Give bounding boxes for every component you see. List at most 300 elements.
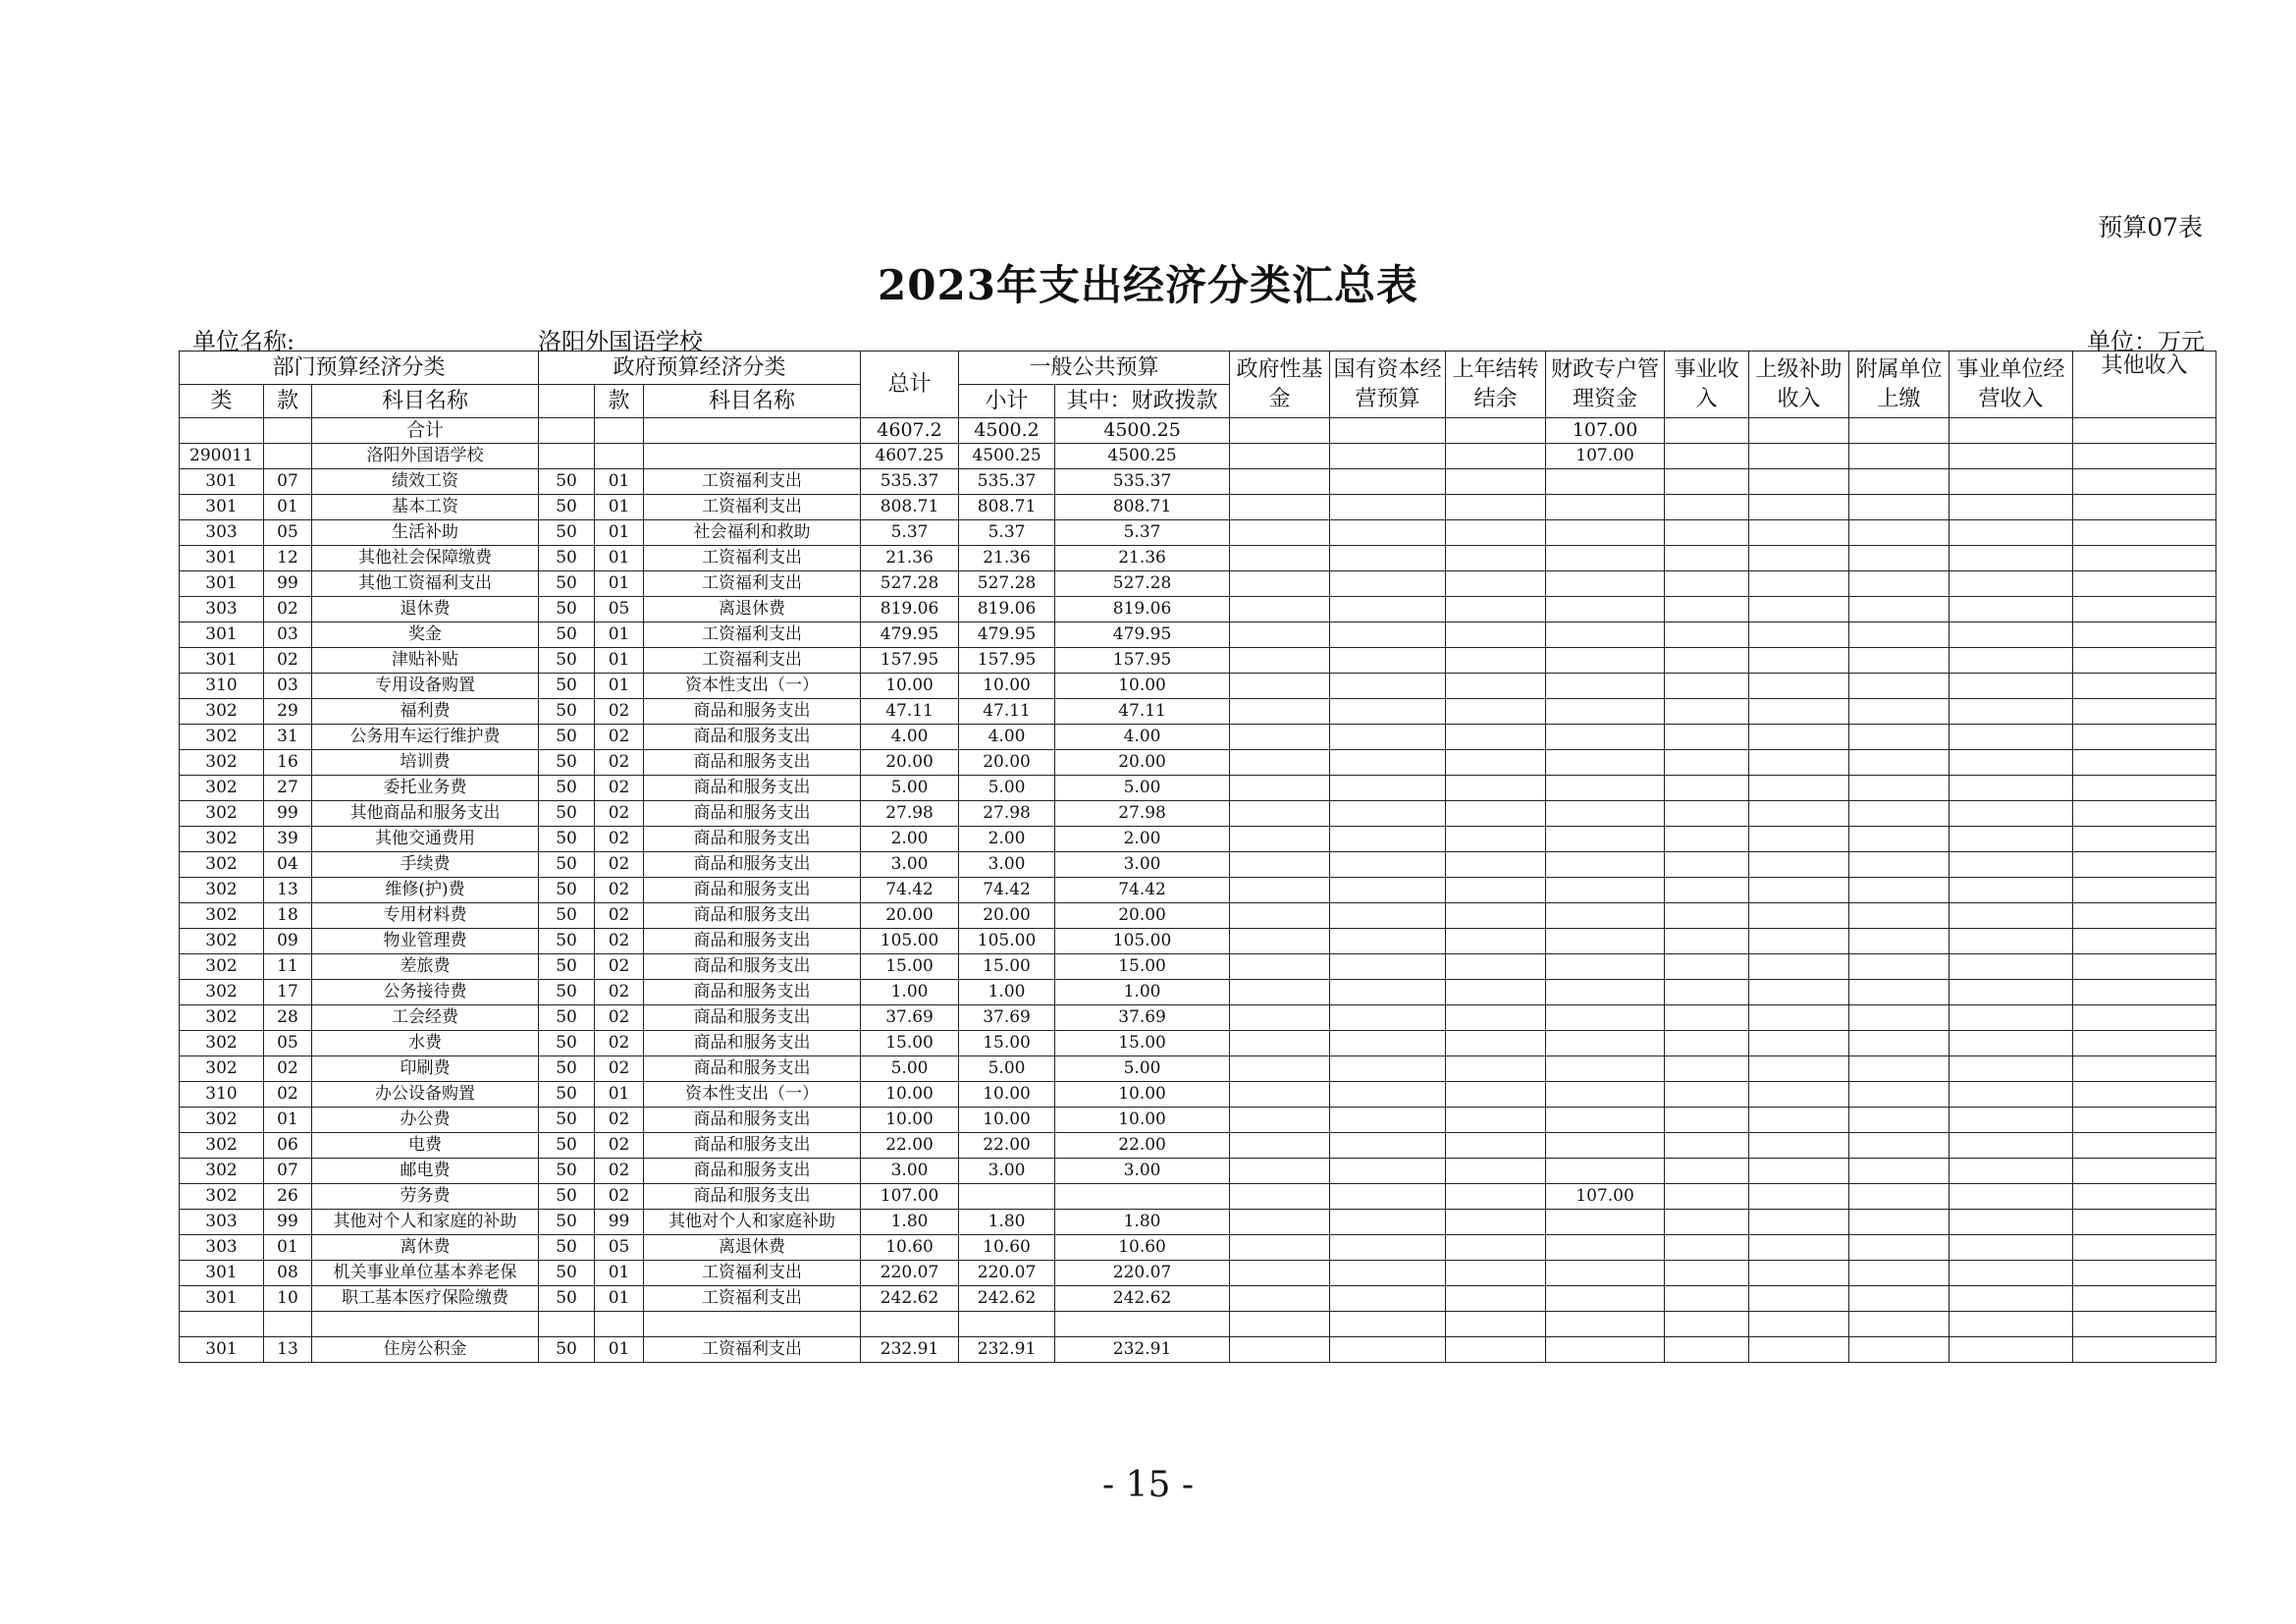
cell-carry [1446,699,1546,725]
cell-g-lei: 50 [539,1337,595,1363]
cell-g-name: 商品和服务支出 [644,1056,861,1082]
cell-special [1546,623,1665,648]
cell-state [1330,954,1446,980]
cell-special [1546,827,1665,852]
cell-fiscal: 479.95 [1055,623,1230,648]
cell-carry [1446,852,1546,878]
cell-carry [1446,1235,1546,1261]
cell-oper [1949,1031,2073,1056]
cell-sub: 479.95 [959,623,1055,648]
cell-total: 4.00 [861,725,959,750]
cell-lei: 302 [180,878,264,903]
cell-fund [1230,1056,1330,1082]
cell-special: 107.00 [1546,418,1665,444]
cell-carry [1446,903,1546,929]
cell-g-kuan: 05 [595,597,644,623]
cell-g-name: 离退休费 [644,1235,861,1261]
cell-total: 157.95 [861,648,959,674]
cell-g-kuan: 02 [595,750,644,776]
cell-g-lei: 50 [539,725,595,750]
cell-aff [1849,1031,1949,1056]
cell-g-lei: 50 [539,648,595,674]
cell-carry [1446,1108,1546,1133]
cell-g-lei: 50 [539,827,595,852]
table-row [180,469,2216,495]
cell-biz [1665,1108,1749,1133]
cell-biz [1665,1261,1749,1286]
cell-state [1330,852,1446,878]
cell-lei: 302 [180,699,264,725]
cell-fiscal: 2.00 [1055,827,1230,852]
cell-name: 委托业务费 [312,776,539,801]
cell-sup [1749,852,1849,878]
header-superior-subsidy: 上级补助收入 [1749,352,1849,418]
cell-fiscal: 27.98 [1055,801,1230,827]
cell-sup [1749,546,1849,571]
cell-g-lei: 50 [539,954,595,980]
cell-aff [1849,520,1949,546]
cell-biz [1665,1210,1749,1235]
cell-aff [1849,1133,1949,1159]
cell-fiscal: 5.00 [1055,1056,1230,1082]
cell-fiscal: 21.36 [1055,546,1230,571]
cell-biz [1665,1184,1749,1210]
cell-g-kuan: 01 [595,1286,644,1312]
cell-oper [1949,1056,2073,1082]
cell-g-name: 商品和服务支出 [644,1108,861,1133]
cell-oper [1949,903,2073,929]
cell-special [1546,469,1665,495]
cell-kuan: 01 [264,1235,312,1261]
cell-special [1546,929,1665,954]
cell-total: 479.95 [861,623,959,648]
cell-sub: 819.06 [959,597,1055,623]
cell-fund [1230,469,1330,495]
cell-state [1330,648,1446,674]
cell-g-name: 工资福利支出 [644,1261,861,1286]
cell-lei: 301 [180,571,264,597]
cell-kuan: 02 [264,597,312,623]
cell-other [2073,1312,2216,1337]
cell-total: 5.00 [861,776,959,801]
cell-carry [1446,674,1546,699]
cell-name: 劳务费 [312,1184,539,1210]
cell-aff [1849,801,1949,827]
cell-oper [1949,1184,2073,1210]
cell-carry [1446,725,1546,750]
cell-special [1546,674,1665,699]
table-row [180,623,2216,648]
table-row [180,1082,2216,1108]
cell-state [1330,1261,1446,1286]
cell-sup [1749,725,1849,750]
cell-special [1546,1005,1665,1031]
cell-state [1330,546,1446,571]
cell-biz [1665,699,1749,725]
cell-g-kuan: 01 [595,1337,644,1363]
cell-total: 22.00 [861,1133,959,1159]
cell-sub: 5.37 [959,520,1055,546]
cell-sub: 10.60 [959,1235,1055,1261]
cell-other [2073,418,2216,444]
cell-kuan: 05 [264,1031,312,1056]
cell-fiscal: 47.11 [1055,699,1230,725]
cell-total: 3.00 [861,852,959,878]
cell-sup [1749,520,1849,546]
cell-oper [1949,980,2073,1005]
cell-biz [1665,1056,1749,1082]
cell-sup [1749,1261,1849,1286]
cell-fund [1230,495,1330,520]
cell-special [1546,903,1665,929]
cell-name: 基本工资 [312,495,539,520]
cell-lei: 310 [180,1082,264,1108]
cell-total: 4607.25 [861,444,959,469]
cell-g-lei: 50 [539,469,595,495]
cell-lei: 302 [180,1159,264,1184]
table-row [180,725,2216,750]
cell-g-name: 商品和服务支出 [644,1133,861,1159]
cell-special [1546,1312,1665,1337]
cell-special [1546,520,1665,546]
table-row [180,929,2216,954]
cell-total: 27.98 [861,801,959,827]
cell-biz [1665,929,1749,954]
cell-aff [1849,469,1949,495]
cell-fiscal: 4500.25 [1055,444,1230,469]
header-business-income: 事业收入 [1665,352,1749,418]
cell-sup [1749,980,1849,1005]
cell-biz [1665,903,1749,929]
cell-oper [1949,699,2073,725]
cell-kuan: 08 [264,1261,312,1286]
cell-name: 其他工资福利支出 [312,571,539,597]
cell-total: 1.80 [861,1210,959,1235]
form-number: 预算07表 [2098,213,2203,242]
cell-biz [1665,954,1749,980]
cell-other [2073,1261,2216,1286]
cell-state [1330,520,1446,546]
cell-carry [1446,1337,1546,1363]
table-row [180,776,2216,801]
cell-carry [1446,1261,1546,1286]
cell-biz [1665,1235,1749,1261]
cell-oper [1949,1312,2073,1337]
cell-fund [1230,801,1330,827]
cell-sub: 37.69 [959,1005,1055,1031]
cell-oper [1949,418,2073,444]
cell-g-kuan: 02 [595,1133,644,1159]
cell-g-kuan: 02 [595,776,644,801]
cell-sup [1749,1235,1849,1261]
cell-sup [1749,1312,1849,1337]
cell-lei: 303 [180,597,264,623]
header-gov-subject: 科目名称 [644,385,861,418]
cell-total: 808.71 [861,495,959,520]
cell-sub: 10.00 [959,1082,1055,1108]
cell-state [1330,495,1446,520]
cell-g-kuan: 02 [595,1184,644,1210]
cell-name: 办公设备购置 [312,1082,539,1108]
cell-lei: 302 [180,852,264,878]
cell-carry [1446,929,1546,954]
cell-g-lei: 50 [539,597,595,623]
cell-name: 办公费 [312,1108,539,1133]
cell-name: 工会经费 [312,1005,539,1031]
table-row [180,980,2216,1005]
cell-fund [1230,827,1330,852]
cell-kuan: 12 [264,546,312,571]
cell-lei: 301 [180,495,264,520]
cell-kuan: 18 [264,903,312,929]
table-row [180,1337,2216,1363]
cell-oper [1949,954,2073,980]
cell-g-name: 工资福利支出 [644,546,861,571]
table-row [180,750,2216,776]
cell-name: 其他社会保障缴费 [312,546,539,571]
cell-sup [1749,571,1849,597]
cell-sub: 220.07 [959,1261,1055,1286]
header-gov-group: 政府预算经济分类 [539,352,861,385]
cell-special [1546,1337,1665,1363]
cell-g-kuan: 02 [595,725,644,750]
cell-fiscal: 3.00 [1055,852,1230,878]
cell-oper [1949,1159,2073,1184]
table-row [180,597,2216,623]
table-row [180,903,2216,929]
cell-fund [1230,1082,1330,1108]
cell-g-lei: 50 [539,801,595,827]
cell-sub: 4.00 [959,725,1055,750]
cell-g-name: 工资福利支出 [644,571,861,597]
cell-lei: 301 [180,648,264,674]
cell-total: 15.00 [861,1031,959,1056]
table-row [180,495,2216,520]
cell-other [2073,1082,2216,1108]
cell-fiscal: 10.00 [1055,1082,1230,1108]
cell-kuan [264,1312,312,1337]
cell-state [1330,1312,1446,1337]
cell-special [1546,878,1665,903]
cell-g-kuan: 01 [595,1261,644,1286]
cell-biz [1665,852,1749,878]
cell-kuan [264,444,312,469]
cell-g-lei: 50 [539,776,595,801]
cell-g-kuan: 01 [595,648,644,674]
cell-oper [1949,495,2073,520]
page-number: - 15 - [1101,1465,1195,1505]
cell-special [1546,852,1665,878]
table-row [180,1312,2216,1337]
header-affiliate: 附属单位上缴 [1849,352,1949,418]
cell-g-kuan: 02 [595,1108,644,1133]
cell-name: 手续费 [312,852,539,878]
cell-name: 差旅费 [312,954,539,980]
cell-g-name: 工资福利支出 [644,469,861,495]
cell-fiscal: 527.28 [1055,571,1230,597]
cell-sup [1749,1337,1849,1363]
cell-g-lei: 50 [539,1184,595,1210]
cell-total: 47.11 [861,699,959,725]
cell-sup [1749,648,1849,674]
cell-kuan: 03 [264,623,312,648]
cell-biz [1665,776,1749,801]
cell-kuan: 01 [264,495,312,520]
cell-state [1330,1184,1446,1210]
cell-g-name [644,444,861,469]
cell-other [2073,674,2216,699]
cell-oper [1949,648,2073,674]
cell-kuan: 27 [264,776,312,801]
cell-fund [1230,1261,1330,1286]
cell-fiscal: 819.06 [1055,597,1230,623]
cell-fiscal: 10.00 [1055,674,1230,699]
cell-fund [1230,1286,1330,1312]
cell-kuan: 16 [264,750,312,776]
cell-state [1330,444,1446,469]
cell-fiscal: 1.00 [1055,980,1230,1005]
cell-fiscal: 1.80 [1055,1210,1230,1235]
cell-oper [1949,571,2073,597]
table-row [180,546,2216,571]
table-row [180,1056,2216,1082]
cell-fiscal: 242.62 [1055,1286,1230,1312]
cell-sub: 15.00 [959,1031,1055,1056]
cell-sup [1749,1184,1849,1210]
cell-aff [1849,903,1949,929]
cell-carry [1446,648,1546,674]
cell-fiscal: 22.00 [1055,1133,1230,1159]
cell-g-kuan: 02 [595,699,644,725]
cell-g-name [644,418,861,444]
cell-other [2073,495,2216,520]
table-row [180,1159,2216,1184]
cell-other [2073,648,2216,674]
table-row [180,1235,2216,1261]
cell-g-name: 商品和服务支出 [644,776,861,801]
cell-fund [1230,776,1330,801]
cell-sup [1749,1159,1849,1184]
cell-kuan: 07 [264,469,312,495]
cell-lei: 302 [180,1133,264,1159]
cell-total: 10.00 [861,1082,959,1108]
cell-biz [1665,623,1749,648]
cell-kuan: 01 [264,1108,312,1133]
cell-g-kuan [595,444,644,469]
cell-fund [1230,571,1330,597]
cell-name: 印刷费 [312,1056,539,1082]
cell-aff [1849,1286,1949,1312]
cell-aff [1849,546,1949,571]
cell-fiscal: 4500.25 [1055,418,1230,444]
table-row [180,699,2216,725]
cell-fund [1230,929,1330,954]
cell-oper [1949,674,2073,699]
cell-kuan: 06 [264,1133,312,1159]
cell-g-kuan [595,418,644,444]
cell-other [2073,827,2216,852]
cell-aff [1849,980,1949,1005]
cell-g-kuan: 01 [595,520,644,546]
cell-fund [1230,903,1330,929]
cell-aff [1849,597,1949,623]
cell-fund [1230,418,1330,444]
cell-sub: 808.71 [959,495,1055,520]
cell-special [1546,1056,1665,1082]
cell-g-lei: 50 [539,878,595,903]
cell-lei: 302 [180,801,264,827]
cell-fiscal: 37.69 [1055,1005,1230,1031]
cell-g-lei: 50 [539,674,595,699]
cell-g-name: 商品和服务支出 [644,801,861,827]
cell-special [1546,1159,1665,1184]
cell-fund [1230,1210,1330,1235]
cell-special [1546,546,1665,571]
cell-fiscal: 4.00 [1055,725,1230,750]
cell-lei: 302 [180,903,264,929]
cell-fund [1230,623,1330,648]
table-row [180,827,2216,852]
cell-fiscal: 220.07 [1055,1261,1230,1286]
cell-sup [1749,776,1849,801]
cell-total: 535.37 [861,469,959,495]
cell-fund [1230,1184,1330,1210]
cell-oper [1949,1286,2073,1312]
cell-aff [1849,1210,1949,1235]
cell-name: 津贴补贴 [312,648,539,674]
cell-oper [1949,1210,2073,1235]
cell-oper [1949,801,2073,827]
cell-oper [1949,827,2073,852]
cell-sub: 10.00 [959,674,1055,699]
table-row [180,1184,2216,1210]
cell-other [2073,954,2216,980]
cell-carry [1446,1159,1546,1184]
cell-sup [1749,878,1849,903]
cell-fiscal: 20.00 [1055,903,1230,929]
cell-kuan: 29 [264,699,312,725]
cell-carry [1446,469,1546,495]
cell-state [1330,418,1446,444]
cell-total: 21.36 [861,546,959,571]
cell-fund [1230,674,1330,699]
cell-state [1330,469,1446,495]
cell-g-kuan: 01 [595,1082,644,1108]
cell-lei: 301 [180,469,264,495]
cell-fiscal [1055,1312,1230,1337]
cell-lei: 302 [180,1056,264,1082]
cell-g-name: 工资福利支出 [644,1337,861,1363]
cell-oper [1949,1082,2073,1108]
table-row [180,1005,2216,1031]
cell-oper [1949,444,2073,469]
cell-other [2073,1159,2216,1184]
cell-fund [1230,1312,1330,1337]
cell-sub: 157.95 [959,648,1055,674]
cell-g-kuan: 01 [595,623,644,648]
cell-kuan: 39 [264,827,312,852]
cell-carry [1446,750,1546,776]
table-body [180,418,2216,1363]
cell-biz [1665,1031,1749,1056]
cell-oper [1949,1108,2073,1133]
cell-state [1330,903,1446,929]
cell-sup [1749,597,1849,623]
cell-kuan: 02 [264,1082,312,1108]
cell-other [2073,1056,2216,1082]
cell-sub: 2.00 [959,827,1055,852]
cell-kuan [264,418,312,444]
